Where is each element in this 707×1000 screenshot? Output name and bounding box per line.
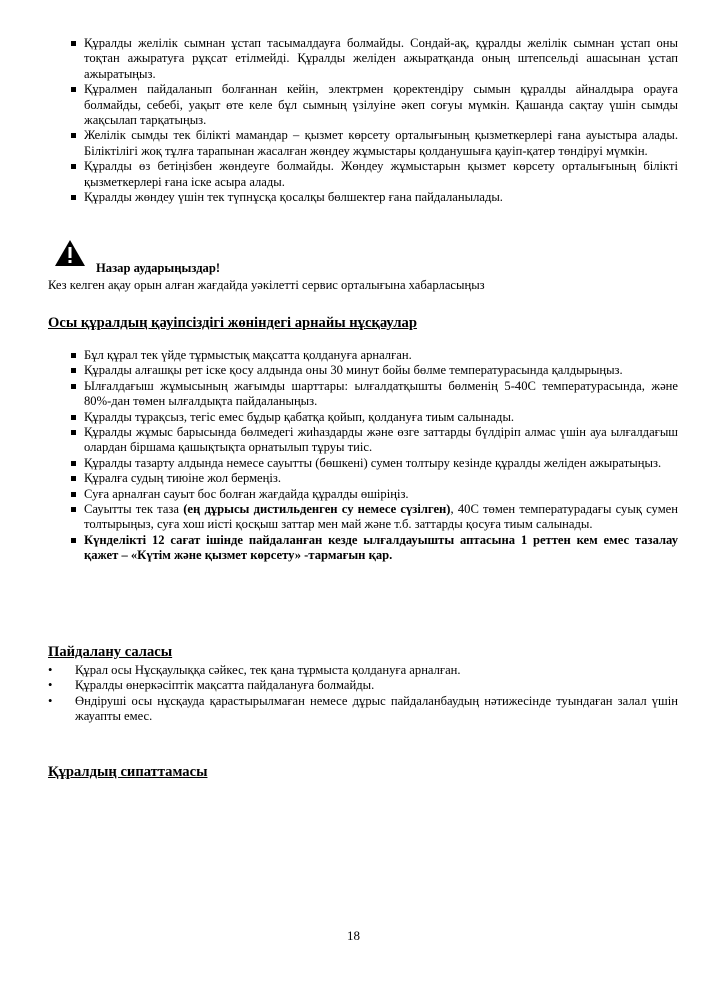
list-item: Құралға судың тиюіне жол бермеңіз. xyxy=(68,471,678,486)
warning-title: Назар аударыңыздар! xyxy=(96,261,221,275)
list-item-water xyxy=(68,502,678,533)
list-item: Құралды тұрақсыз, тегіс емес бұдыр қабатқа қойып, қолдануға тиым салынады. xyxy=(68,410,678,425)
list-item: Құралмен пайдаланып болғаннан кейін, электрмен қоректендіру сымын құралды айналдыра орауға болмайды, себебі, уақыт өте келе бұл сымның үзілуіне әкеп соғуы мүмкін. Қашанда сақтау үшін сымды жақсылап тарқатыңыз. xyxy=(68,82,678,128)
safety-heading: Осы құралдың қауіпсіздігі жөніндегі арнайы нұсқаулар xyxy=(48,315,417,331)
list-item: Бұл құрал тек үйде тұрмыстық мақсатта қолдануға арналған. xyxy=(68,348,678,363)
list-item: Құралды тазарту алдында немесе сауытты (бөшкені) сумен толтыру кезінде құралды желіден ажыратыңыз. xyxy=(68,456,678,471)
list-item: Құралды жөндеу үшін тек түпнұсқа қосалқы бөлшектер ғана пайдаланылады. xyxy=(68,190,678,205)
usage-heading: Пайдалану саласы xyxy=(48,644,173,660)
page-number: 18 xyxy=(347,928,360,943)
list-item-cleaning: Күнделікті 12 сағат ішінде пайдаланған кезде ылғалдауышты аптасына 1 реттен кем емес тазалау қажет – «Күтім және қызмет көрсету» -тармағын қар. xyxy=(68,533,678,564)
list-item: Ылғалдағыш жұмысының жағымды шарттары: ылғалдатқышты бөлменің 5-40С температурасында, және 80%-дан төмен ылғалдықта пайдаланыңыз. xyxy=(68,379,678,410)
water-text-pre: Сауытты тек таза xyxy=(84,502,184,517)
list-item: • Құрал осы Нұсқаулыққа сәйкес, тек қана тұрмыста қолдануға арналған. xyxy=(48,663,678,678)
list-item: Құралды жұмыс барысында бөлмедегі жиһаздарды және өзге заттарды бүлдіріп алмас үшін ауа ылғалдағыш олардан біршама қашықтықта орнатылып тұруы тиіс. xyxy=(68,425,678,456)
list-item: Суға арналған сауыт бос болған жағдайда құралды өшіріңіз. xyxy=(68,487,678,502)
usage-list xyxy=(48,663,678,725)
list-item: Құралды алғашқы рет іске қосу алдында оны 30 минут бойы бөлме температурасында қалдырыңыз. xyxy=(68,363,678,378)
list-item: • Өндіруші осы нұсқауда қарастырылмаған немесе дұрыс пайдаланбаудың нәтижесінде туындаған залал үшін жауапты емес. xyxy=(48,694,678,725)
safety-list xyxy=(68,348,678,564)
list-item: • Құралды өнеркәсіптік мақсатта пайдалануға болмайды. xyxy=(48,678,678,693)
warning-text: Кез келген ақау орын алған жағдайда уәкілетті сервис орталығына хабарласыңыз xyxy=(48,278,485,292)
cord-safety-list xyxy=(68,36,678,205)
warning-triangle-icon xyxy=(54,239,86,267)
description-heading: Құралдың сипаттамасы xyxy=(48,764,208,780)
list-item: Құралды өз бетіңізбен жөндеуге болмайды. Жөндеу жұмыстарын қызмет көрсету орталығының білікті қызметкерлері ғана іске асыра алады. xyxy=(68,159,678,190)
list-item: Құралды желілік сымнан ұстап тасымалдауға болмайды. Сондай-ақ, құралды желілік сымнан ұстап оны тоқтан ажыратуға рұқсат етілмейді. Құралды желіден ажыратқанда оның штепсельді ашасынан ұстап ажыратыңыз. xyxy=(68,36,678,82)
list-item: Желілік сымды тек білікті мамандар – қызмет көрсету орталығының қызметкерлері ғана ауыстыра алады. Біліктілігі жоқ тұлға тарапынан жасалған жөндеу жұмыстары қолданушыға қауіп-қатер төндіруі мүмкін. xyxy=(68,128,678,159)
water-text-post: , 40С төмен температурадағы суық сумен толтырыңыз, суға хош иісті қосқыш заттар мен май және т.б. заттарды қосуға тиым салынады. xyxy=(84,502,678,532)
water-text-bold: (ең дұрысы дистильденген су немесе сүзілген) xyxy=(183,502,451,517)
